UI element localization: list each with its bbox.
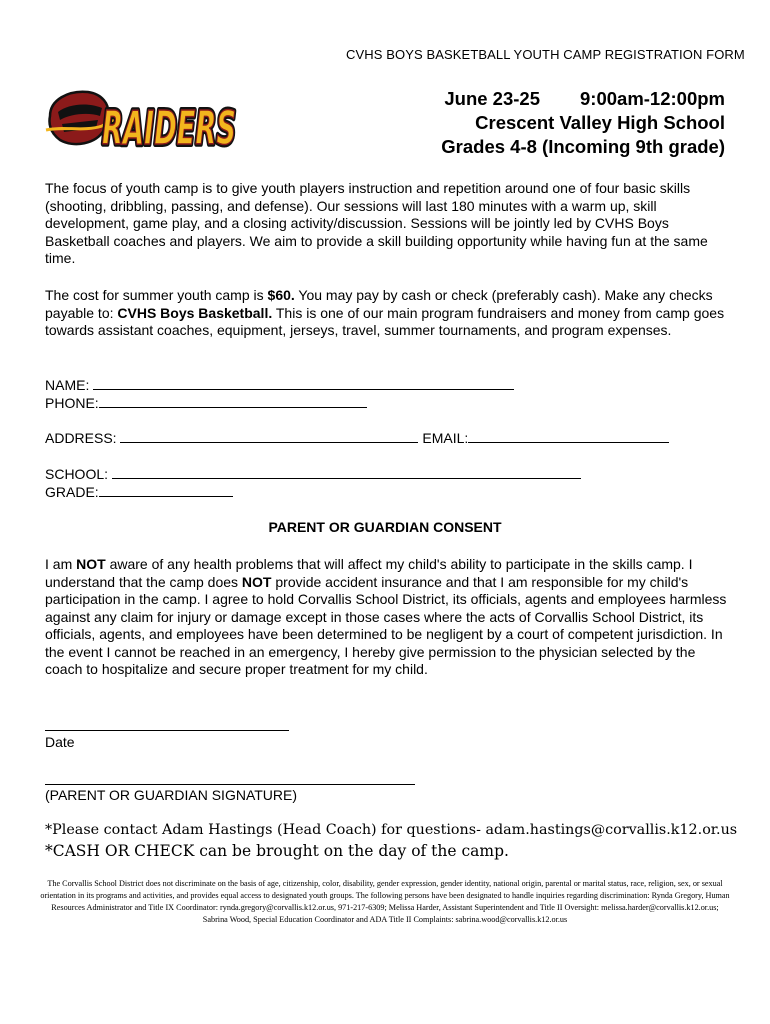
event-time: 9:00am-12:00pm <box>580 88 725 109</box>
event-location: Crescent Valley High School <box>475 112 725 133</box>
cost-amount: $60. <box>267 287 295 303</box>
cost-payee: CVHS Boys Basketball. <box>117 304 273 321</box>
email-label: EMAIL: <box>422 430 469 446</box>
cost-prefix: The cost for summer youth camp is <box>45 287 268 303</box>
date-signature-line[interactable] <box>45 730 289 731</box>
school-label: SCHOOL: <box>45 466 109 482</box>
address-email-row <box>45 429 669 448</box>
event-grades: Grades 4-8 (Incoming 9th grade) <box>441 136 725 157</box>
name-label: NAME: <box>45 377 90 393</box>
contact-note: *Please contact Adam Hastings (Head Coach) for questions- adam.hastings@corvallis.k12.or.us <box>45 822 738 838</box>
grade-label: GRADE: <box>45 484 99 500</box>
phone-input-line[interactable] <box>99 394 367 408</box>
email-input-line[interactable] <box>468 429 669 443</box>
guardian-signature-label: (PARENT OR GUARDIAN SIGNATURE) <box>45 787 298 803</box>
grade-input-line[interactable] <box>99 483 233 497</box>
logo-wordmark-outline: RAIDERS <box>102 101 236 155</box>
cost-middle: You may pay by cash or check (preferably cash). Make any checks payable to: <box>45 287 713 321</box>
nondiscrimination-footer: The Corvallis School District does not discriminate on the basis of age, citizenship, color, disability, gender expression, gender identity, national origin, parental or marital status, race, religion, sex, or sexual orientation in its programs and activities, and provides equal access to designated youth groups. The following persons have been designated to handle inquiries regarding discrimination: Rynda Gregory, Human Resources Administrator and Title IX Coordinator: rynda.gregory@corvallis.k12.or.us, 971-217-6309; Melissa Harder, Assistant Superintendent and Title II Oversight: melissa.harder@corvallis.k12.or.us; Sabrina Wood, Special Education Coordinator and ADA Title II Complaints: sabrina.wood@corvallis.k12.or.us <box>40 879 730 924</box>
raiders-logo-graphic <box>44 86 240 158</box>
event-date-time <box>441 87 725 111</box>
consent-not-2: NOT <box>241 573 272 590</box>
raiders-logo <box>44 86 240 158</box>
consent-title: PARENT OR GUARDIAN CONSENT <box>268 519 502 535</box>
school-input-line[interactable] <box>112 465 581 479</box>
consent-paragraph <box>45 556 730 679</box>
consent-text-1: I am <box>45 556 77 572</box>
logo-wordmark: RAIDERS <box>102 101 236 155</box>
date-label: Date <box>45 734 75 750</box>
phone-label: PHONE: <box>45 395 99 411</box>
consent-text-2: aware of any health problems that will affect my child's ability to participate in the skills camp. I understand that the camp does <box>45 556 693 590</box>
intro-paragraph: The focus of youth camp is to give youth players instruction and repetition around one of four basic skills (shooting, dribbling, passing, and defense). Our sessions will last 180 minutes with a warm up, skill development, game play, and a closing activity/discussion. Sessions will be jointly led by CVHS Boys Basketball coaches and players. We aim to provide a skill building opportunity while having fun at the same time. <box>45 180 708 266</box>
address-input-line[interactable] <box>120 429 418 443</box>
consent-not-1: NOT <box>76 556 106 572</box>
school-field-row <box>45 465 581 484</box>
payment-note: *CASH OR CHECK can be brought on the day of the camp. <box>45 842 509 860</box>
name-field-row <box>45 376 514 395</box>
grade-field-row <box>45 483 233 502</box>
event-details <box>441 87 725 159</box>
form-title: CVHS BOYS BASKETBALL YOUTH CAMP REGISTRATION FORM <box>346 47 745 62</box>
name-input-line[interactable] <box>93 376 514 390</box>
guardian-signature-line[interactable] <box>45 784 415 785</box>
phone-field-row <box>45 394 367 413</box>
consent-text-3: provide accident insurance and that I am responsible for my child's participation in the camp. I agree to hold Corvallis School District, its officials, agents and employees harmless against any claim for injury or damage except in those cases where the acts of Corvallis School District, its officials, agents, and employees have been determined to be negligent by a court of competent jurisdiction. In the event I cannot be reached in an emergency, I hereby give permission to the physician selected by the coach to hospitalize and secure proper treatment for my child. <box>45 573 727 677</box>
address-label: ADDRESS: <box>45 430 117 446</box>
event-dates: June 23-25 <box>444 88 540 109</box>
cost-suffix: This is one of our main program fundraisers and money from camp goes towards assistant coaches, equipment, jerseys, travel, summer tournaments, and program expenses. <box>45 304 725 338</box>
cost-paragraph <box>45 287 730 340</box>
